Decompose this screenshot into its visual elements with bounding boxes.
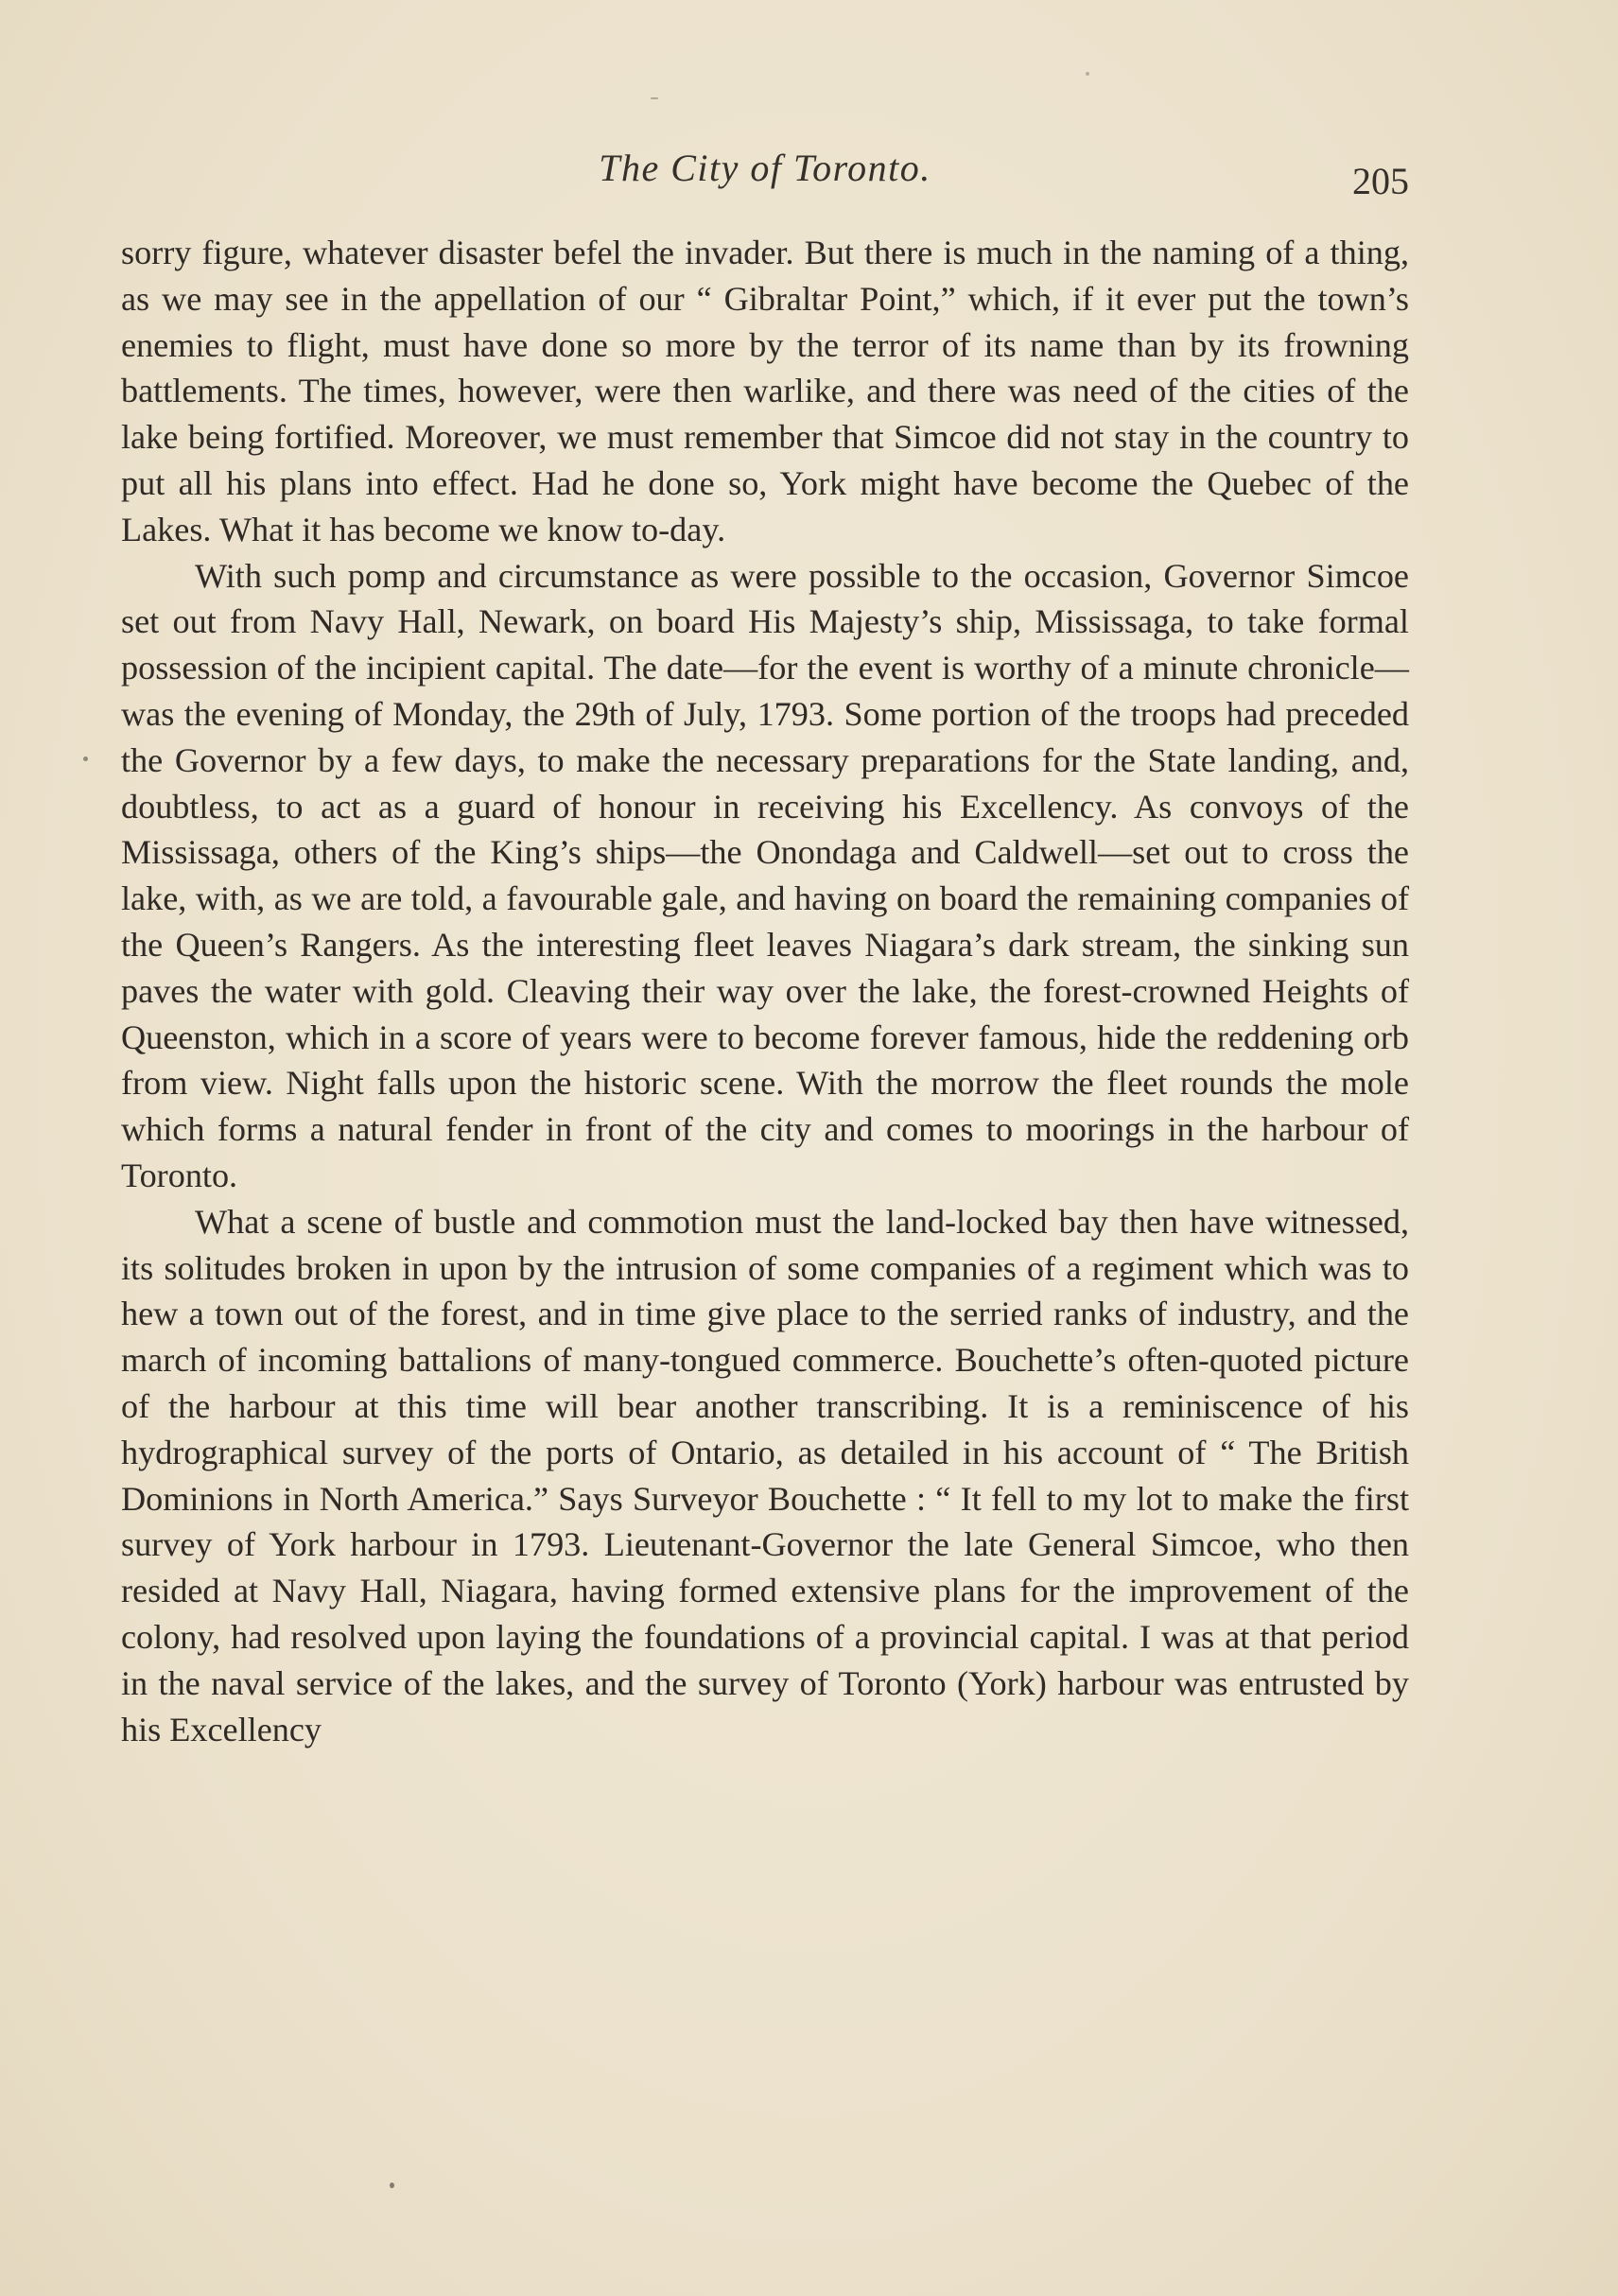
paragraph: With such pomp and circumstance as were possible to the occasion, Governor Simcoe set out from Navy Hall, Newark, on board His Majesty’s ship, Mississaga, to take formal possession of the incipient capital. The date—for the event is worthy of a minute chronicle—was the evening of Monday, the 29th of July, 1793. Some portion of the troops had preceded the Governor by a few days, to make the necessary preparations for the State landing, and, doubtless, to act as a guard of honour in receiving his Excellency. As convoys of the Mississaga, others of the King’s ships—the Onondaga and Caldwell—set out to cross the lake, with, as we are told, a favourable gale, and having on board the remaining companies of the Queen’s Rangers. As the interesting fleet leaves Niagara’s dark stream, the sinking sun paves the water with gold. Cleaving their way over the lake, the forest-crowned Heights of Queenston, which in a score of years were to become forever famous, hide the reddening orb from view. Night falls upon the historic scene. With the morrow the fleet rounds the mole which forms a natural fender in front of the city and comes to moorings in the harbour of Toronto.	[121, 556, 1409, 1194]
paragraph: sorry figure, whatever disaster befel the invader. But there is much in the naming of a thing, as we may see in the appellation of our “ Gibraltar Point,” which, if it ever put the town’s enemies to flight, must have done so more by the terror of its name than by its frowning battlements. The times, however, were then warlike, and there was need of the cities of the lake being fortified. Moreover, we must remember that Simcoe did not stay in the country to put all his plans into effect. Had he done so, York might have become the Quebec of the Lakes. What it has become we know to-day.	[121, 234, 1409, 548]
running-head	[121, 140, 1409, 202]
page-number: 205	[1352, 160, 1409, 202]
body-text	[121, 230, 1409, 1752]
paper-speck	[651, 97, 658, 99]
paragraph: What a scene of bustle and commotion must the land-locked bay then have witnessed, its solitudes broken in upon by the intrusion of some companies of a regiment which was to hew a town out of the forest, and in time give place to the serried ranks of industry, and the march of incoming battalions of many-tongued commerce. Bouchette’s often-quoted picture of the harbour at this time will bear another transcribing. It is a reminiscence of his hydrographical survey of the ports of Ontario, as detailed in his account of “ The British Dominions in North America.” Says Surveyor Bouchette : “ It fell to my lot to make the first survey of York harbour in 1793. Lieutenant-Governor the late General Simcoe, who then resided at Navy Hall, Niagara, having formed extensive plans for the improvement of the colony, had resolved upon laying the foundations of a provincial capital. I was at that period in the naval service of the lakes, and the survey of Toronto (York) harbour was entrusted by his Excellency	[121, 1202, 1409, 1748]
paper-speck	[1086, 72, 1089, 76]
running-title: The City of Toronto.	[599, 147, 931, 189]
paper-speck	[83, 757, 88, 761]
paper-speck	[390, 2183, 394, 2188]
